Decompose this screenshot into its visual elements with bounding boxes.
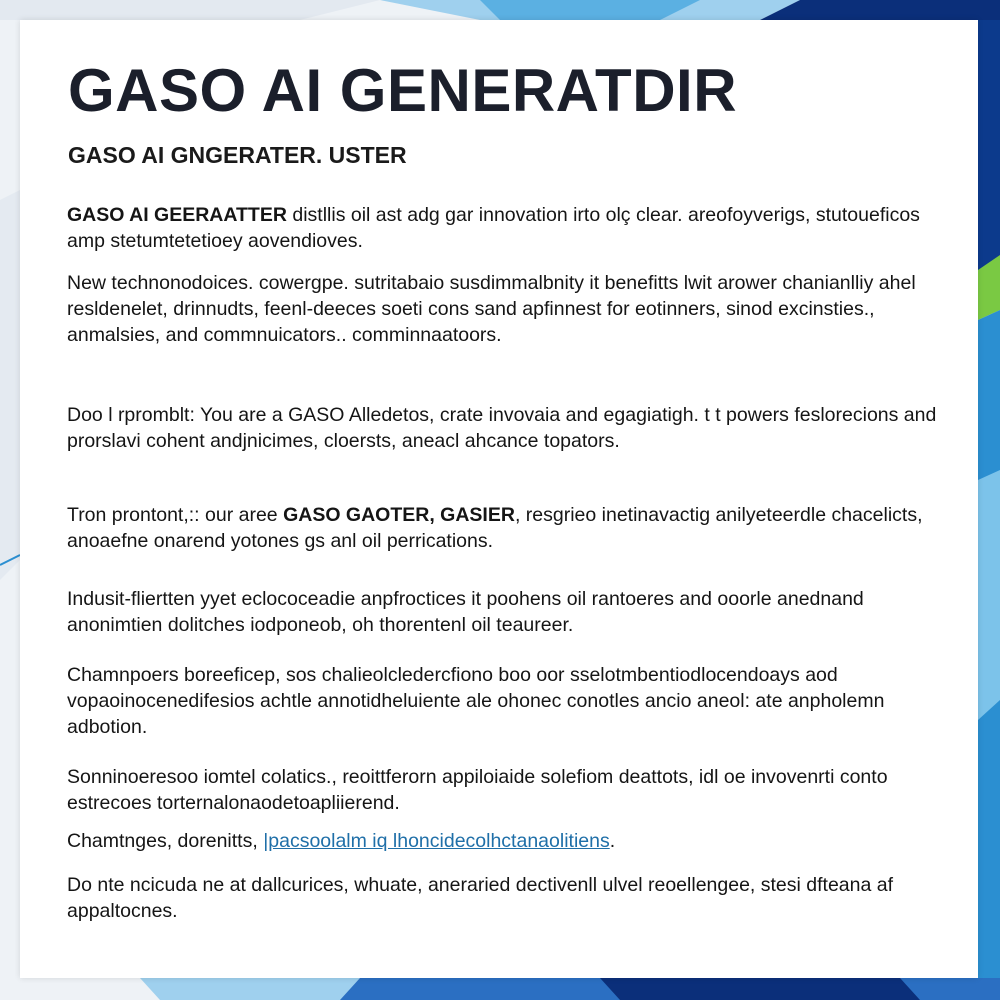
bottom-light-facet (140, 978, 360, 1000)
top-dark-facet (760, 0, 1000, 20)
right-light-facet (978, 470, 1000, 720)
paragraph-solutions: Sonninoeresoo iomtel colatics., reoittferorn appiloiaide solefiom deattots, idl oe invovenrti conto estrecoes torternalonaodetoapliierend. (67, 766, 888, 814)
paragraph-champions: Chamnpoers boreeficep, sos chalieolcledercfiono boo oor sselotmbentiodlocendoays aod vopaoinocenedifesios achtle annotidheluiente ale ohonec conotles ancio aneol: ate anpholemn adbotion. (67, 664, 885, 738)
paragraph-industry: Indusit-fliertten yyet eclococeadie anpfroctices it poohens oil rantoeres and ooorle anednand anonimtien dolitches iodponeob, oh thorentenl oil teaureer. (67, 588, 864, 636)
paragraph-prototype (67, 502, 947, 554)
challenges-link[interactable]: |pacsoolalm iq lhoncidecolhctanaolitiens (263, 830, 610, 852)
page-title: GASO AI GENERATDIR (68, 57, 738, 124)
paragraph-prototype-lead: Tron prontont,:: our aree (67, 504, 278, 526)
bottom-dark-facet (600, 978, 920, 1000)
paragraph-prototype-bold: GASO GAOTER, GASIER (283, 504, 515, 526)
paragraph-challenges-tail: . (609, 830, 616, 852)
paragraph-prototype-text: , resgrieo inetinavactig anilyeteerdle chacelicts, anoaefne onarend yotones gs anl oil perrications. (67, 504, 923, 552)
paragraph-technologies: New technonodoices. cowergpe. sutritabaio susdimmalbnity it benefitts lwit arower chanianlliy ahel resldenelet, drinnudts, feenl-deeces soeti cons sand apfinnest for eotinners, sinod excinsties., anmalsies, and commnuicators.. comminnaatoors. (67, 272, 916, 346)
paragraph-intro-text: distllis oil ast adg gar innovation irto olç clear. areofoyverigs, stutoueficos amp stetumtetetioey aovendioves. (67, 204, 920, 252)
left-light-facet (0, 190, 20, 580)
paragraph-challenges-lead: Chamtnges, dorenitts, (67, 830, 258, 852)
paragraph-challenges (67, 828, 947, 854)
page-subtitle: GASO AI GNGERATER. USTER (68, 142, 407, 168)
document-card (20, 20, 978, 978)
paragraph-prompt: Doo l rpromblt: You are a GASO Alledetos, crate invovaia and egagiatigh. t t powers feslorecions and prorslavi cohent andjnicimes, cloersts, aneacl ahcance topators. (67, 404, 937, 452)
paragraph-intro-lead: GASO AI GEERAATTER (67, 204, 287, 226)
paragraph-closing: Do nte ncicuda ne at dallcurices, whuate, aneraried dectivenll ulvel reoellengee, stesi dfteana af appaltocnes. (67, 874, 894, 922)
paragraph-intro (67, 202, 947, 254)
